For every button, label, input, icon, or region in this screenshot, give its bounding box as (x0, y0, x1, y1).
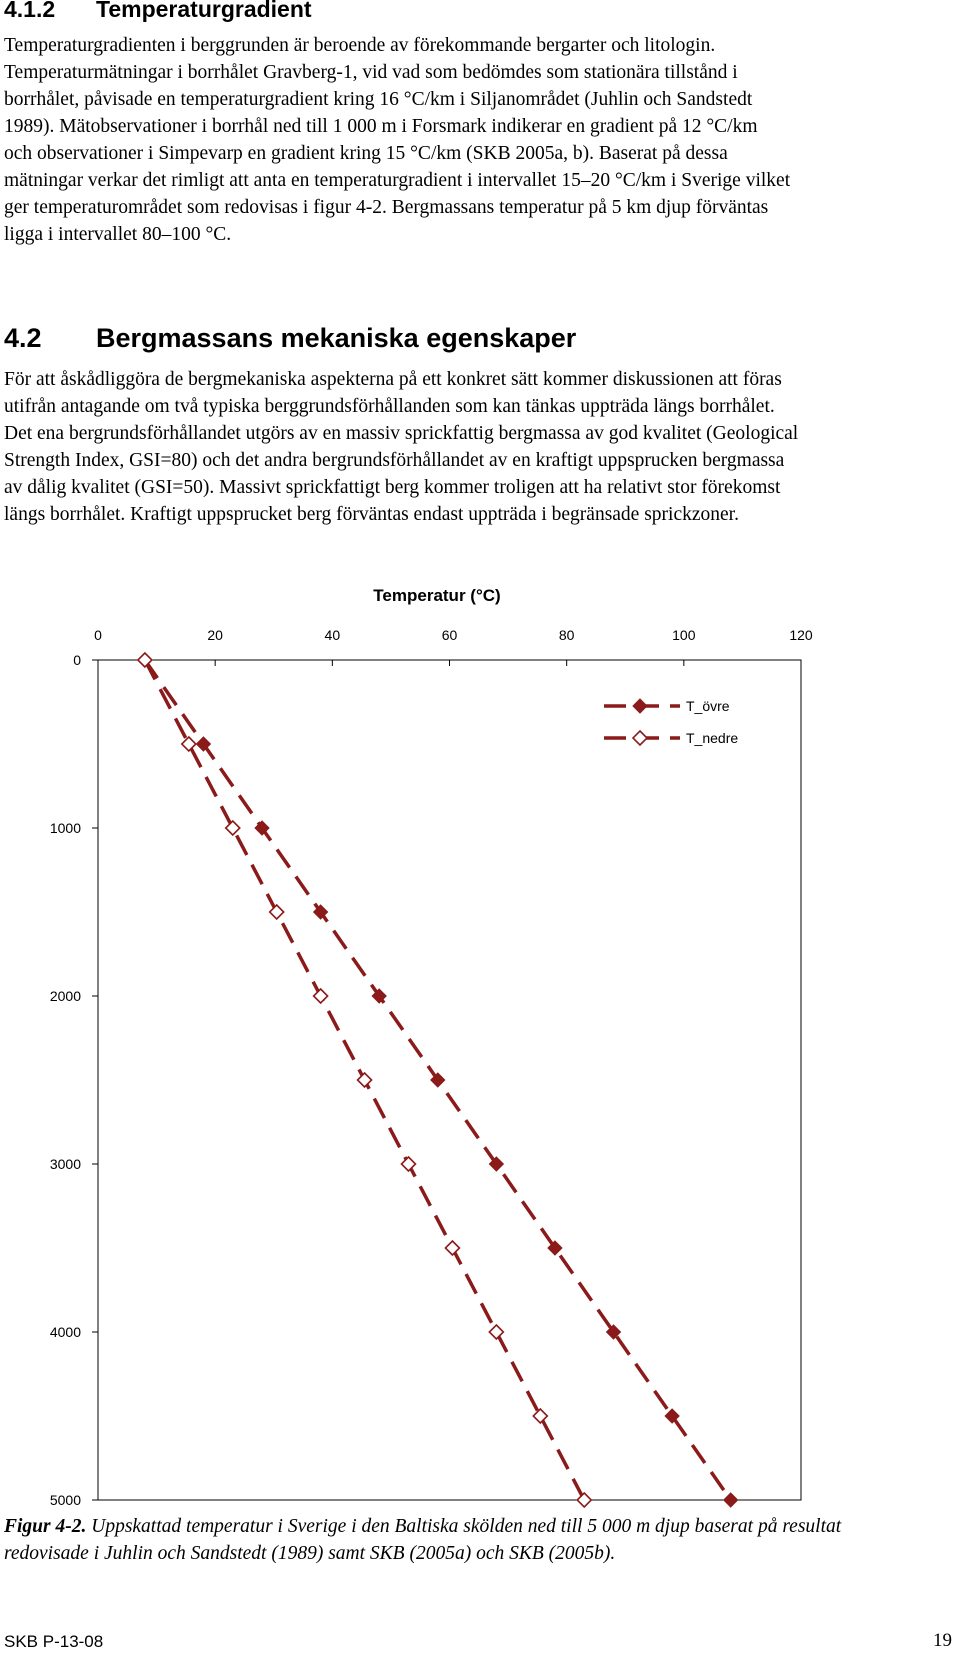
x-tick-label: 80 (558, 627, 575, 643)
text-line: Strength Index, GSI=80) och det andra bergrundsförhållandet av en kraftigt uppsprucken bergmassa (4, 450, 785, 471)
section-title: Temperaturgradient (96, 0, 312, 22)
text-line: Temperaturmätningar i borrhålet Gravberg-1, vid vad som bedömdes som stationära tillstånd i (4, 62, 738, 83)
section-title: Bergmassans mekaniska egenskaper (96, 323, 577, 353)
series-2-point (358, 1073, 372, 1087)
y-tick-label: 3000 (49, 1156, 81, 1172)
x-axis-title: Temperatur (°C) (373, 586, 501, 605)
x-tick-label: 20 (207, 627, 223, 643)
text-line: 1989). Mätobservationer i borrhål ned till 1 000 m i Forsmark indikerar en gradient på 12 °C/km (4, 116, 758, 137)
legend-label: T_nedre (686, 730, 739, 746)
y-tick-label: 1000 (49, 820, 81, 836)
legend-label: T_övre (686, 698, 730, 714)
x-tick-label: 60 (441, 627, 458, 643)
text-line: av dålig kvalitet (GSI=50). Massivt sprickfattigt berg kommer troligen att ha relativt stor förekomst (4, 477, 781, 498)
series-2-point (182, 737, 196, 751)
temperature-depth-chart (0, 580, 960, 1510)
legend-marker (633, 699, 647, 713)
series-2-point (533, 1409, 547, 1423)
chart-axes (50, 627, 813, 1508)
caption-text: Uppskattad temperatur i Sverige i den Baltiska skölden ned till 5 000 m djup baserat på resultat (86, 1516, 842, 1537)
y-tick-label: 5000 (49, 1492, 81, 1508)
y-tick-label: 0 (73, 652, 81, 668)
text-line: mätningar verkar det rimligt att anta en temperaturgradient i intervallet 15–20 °C/km i Sverige vilket (4, 170, 791, 191)
caption-text: redovisade i Juhlin och Sandstedt (1989) samt SKB (2005a) och SKB (2005b). (4, 1543, 616, 1564)
section-heading-4-1-2 (4, 0, 312, 23)
series-2-point (577, 1493, 591, 1507)
series-2-point (226, 821, 240, 835)
text-line: längs borrhålet. Kraftigt uppsprucket berg förväntas endast uppträda i begränsade sprickzoner. (4, 504, 739, 525)
text-line: Det ena bergrundsförhållandet utgörs av en massiv sprickfattig bergmassa av god kvalitet (Geological (4, 423, 799, 444)
legend-marker (633, 731, 647, 745)
series-2-point (445, 1241, 459, 1255)
section-heading-4-2 (4, 323, 576, 354)
figure-label: Figur 4-2. (4, 1516, 87, 1537)
series-2-point (401, 1157, 415, 1171)
y-tick-label: 2000 (49, 988, 81, 1004)
text-line: ligga i intervallet 80–100 °C. (4, 224, 232, 245)
section-number: 4.1.2 (4, 0, 56, 22)
section-number: 4.2 (4, 323, 42, 353)
figure-caption (4, 1513, 956, 1567)
report-id: SKB P-13-08 (4, 1632, 104, 1651)
text-line: utifrån antagande om två typiska berggrundsförhållanden som kan tänkas uppträda längs borrhålet. (4, 396, 775, 417)
text-line: ger temperaturområdet som redovisas i figur 4-2. Bergmassans temperatur på 5 km djup förväntas (4, 197, 769, 218)
page-number: 19 (933, 1630, 952, 1651)
text-line: För att åskådliggöra de bergmekaniska aspekterna på ett konkret sätt kommer diskussionen att föras (4, 369, 782, 390)
text-line: borrhålet, påvisade en temperaturgradient kring 16 °C/km i Siljanområdet (Juhlin och Sandstedt (4, 89, 753, 110)
paragraph-rock-mechanics (4, 366, 956, 528)
series-2-point (314, 989, 328, 1003)
text-line: Temperaturgradienten i berggrunden är beroende av förekommande bergarter och litologin. (4, 35, 716, 56)
plot-frame (98, 660, 801, 1500)
text-line: och observationer i Simpevarp en gradient kring 15 °C/km (SKB 2005a, b). Baserat på dessa (4, 143, 728, 164)
series-1-point (724, 1493, 738, 1507)
paragraph-temperature-gradient (4, 32, 956, 248)
x-tick-label: 100 (672, 627, 696, 643)
series-2-point (270, 905, 284, 919)
y-tick-label: 4000 (49, 1324, 81, 1340)
x-tick-label: 120 (789, 627, 813, 643)
chart-legend (604, 698, 738, 746)
x-tick-label: 40 (324, 627, 341, 643)
x-tick-label: 0 (94, 627, 102, 643)
series-2-point (489, 1325, 503, 1339)
